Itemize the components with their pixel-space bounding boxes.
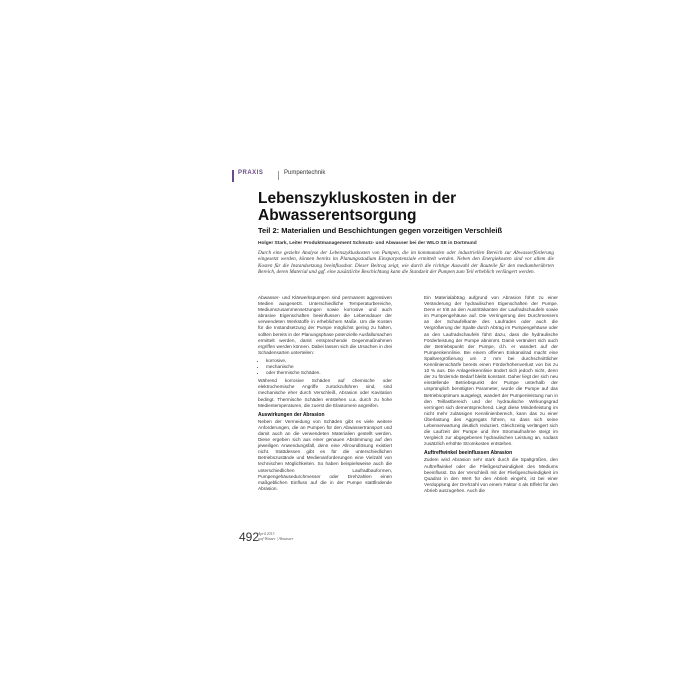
section-marker xyxy=(232,170,234,182)
section-separator xyxy=(278,171,279,180)
footer-info xyxy=(258,532,293,541)
article-lead: Durch eine gezielte Analyse der Lebenszykluskosten von Pumpen, die im kommunalen oder industriellen Bereich zur Abwasserförderung eingesetzt werden, können bereits im Planungsstadium Einsparpotenziale ermittelt werden. Neben den Energiekosten sind vor allem die Kosten für die Instandsetzung beeinflussbar. Dieser Beitrag zeigt, wie durch die richtige Auswahl der Bauteile für den mediumberührten Bereich, deren Material und ggf. eine zusätzliche Beschichtung kann die Standzeit der Pumpen zum Teil erheblich verlängert werden. xyxy=(258,250,554,275)
paragraph: Ein Materialabtrag aufgrund von Abrasion führt zu einer Veränderung der hydraulischen Eigenschaften der Pumpe. Denn er tritt an den Austrittskanten der Laufradschaufeln sowie im Pumpengehäuse auf. Die Verringerung des Durchmessers an der Schaufelkante des Laufrades oder auch die Vergrößerung der Spalte durch Abtrag im Pumpengehäuse oder an den Laufradschaufeln führt dazu, dass die hydraulische Förderleistung der Pumpe abnimmt. Damit verändert sich auch der Betriebspunkt der Pumpe, d.h. er wandert auf der Pumpenkennlinie. Bei einem offenen Einkanalrad macht eine Spaltvergrößerung um 2 mm bei durchschnittlicher Kennlinienschärfe bereits einen Förderhöhenverlust von bis zu 10 % aus. Die Anlagenkennlinie ändert sich jedoch nicht, denn der zu fördernde Bedarf bleibt konstant. Daher liegt der sich neu einstellende Betriebspunkt der Pumpe unterhalb der ursprünglich benötigten Parameter, wurde die Pumpe auf das Betriebsoptimum ausgelegt, wandert der Pumpenleistung nun in den Teillastbereich und der hydraulische Wirkungsgrad verringert sich dementsprechend. Liegt diese Minderleistung im nicht mehr zulässigen Kennlinienbereich, kann das zu einer Überlastung des Aggregats führen, so dass sich seine Lebenserwartung deutlich reduziert. Gleichzeitig verlängert sich die Laufzeit der Pumpe und ihre Stromaufnahme steigt im Vergleich zur abgegebenen hydraulischen Leistung an, sodass zusätzlich erhöhte Stromkosten entstehen. xyxy=(424,295,558,447)
text-column-right xyxy=(424,295,558,496)
section-heading: Auswirkungen der Abrasion xyxy=(258,411,325,418)
section-heading: Auftreffwinkel beeinflussen Abrasion xyxy=(424,450,513,457)
paragraph: Abwasser- und Klärwerkspumpen sind permanent aggressiven Medien ausgesetzt. Unterschiedliche Temperaturbereiche, Mediumszusammensetzungen sowie korrosive und auch abrasive Eigenschaften beeinflussen die Lebensdauer der verwendeten Werkstoffe in erheblichem Maße. Um die Kosten für die Instandsetzung der Pumpe möglichst gering zu halten, sollten bereits in der Planungsphase potenzielle Ausfallursachen ermittelt werden, damit entsprechende Gegenmaßnahmen ergriffen werden können. Dabei lassen sich die Ursachen in drei Schadensarten unterteilen: xyxy=(258,295,392,355)
section-tag: PRAXIS xyxy=(238,170,264,176)
article-author: Holger Stark, Leiter Produktmanagement Schmutz- und Abwasser bei der WILO SE in Dortmund xyxy=(258,241,477,246)
list-item: • oder thermische Schäden. xyxy=(266,370,392,376)
journal-name: gwf-Wasser | Abwasser xyxy=(258,536,294,541)
paragraph: Neben der Vermeidung von Schäden gibt es viele weitere Anforderungen, die an Pumpen für den Abwassertransport und damit auch an die verwendeten Materialien gestellt werden. Diese ergeben sich aus einer genauen Abstimmung auf den jeweiligen Anwendungsfall, denn eine Allroundlösung existiert nicht. Stattdessen gibt es für die unterschiedlichen Betriebszustände und Medienanforderungen eine Vielzahl von technischen Möglichkeiten. So haben beispielsweise auch die unterschiedlichen Laufradbauformen, Pumpengehäusedurchmesser oder Drehzahlen einen maßgeblichen Einfluss auf die in der Pumpe stattfindende Abrasion. xyxy=(258,418,392,491)
article-subtitle: Teil 2: Materialien und Beschichtungen gegen vorzeitigen Verschleiß xyxy=(258,226,503,235)
section-topic: Pumpentechnik xyxy=(284,170,326,176)
list-item: • korrosive, xyxy=(266,358,392,364)
list-item: • mechanische xyxy=(266,364,392,370)
article-title: Lebenszykluskosten in der Abwasserentsorgung xyxy=(258,190,457,224)
text-column-left xyxy=(258,295,392,494)
paragraph: Während korrosive Schäden auf chemische oder elektrochemische Angriffe zurückzuführen sind, sind mechanische eher durch Verschleiß, Abrasion oder Kavitation bedingt. Thermische Schäden entstehen u.a. durch zu hohe Medientemperaturen, die zuerst die Elastomere angreifen. xyxy=(258,378,392,408)
paragraph: Zudem wird Abrasion sehr stark durch die Spaltgrößen, den Auftreffwinkel oder die Fließgeschwindigkeit des Mediums beeinflusst. Da der Verschleiß mit der Fließgeschwindigkeit im Quadrat in den Wert für den Abrieb eingeht, ist bei einer Verdopplung der Drehzahl von einem Faktor 4 als Effekt für den Abrieb auszugehen. Auch die xyxy=(424,457,558,493)
damage-type-list xyxy=(258,358,392,376)
issue-date: April 2013 xyxy=(258,532,275,536)
page-number: 492 xyxy=(239,530,260,544)
